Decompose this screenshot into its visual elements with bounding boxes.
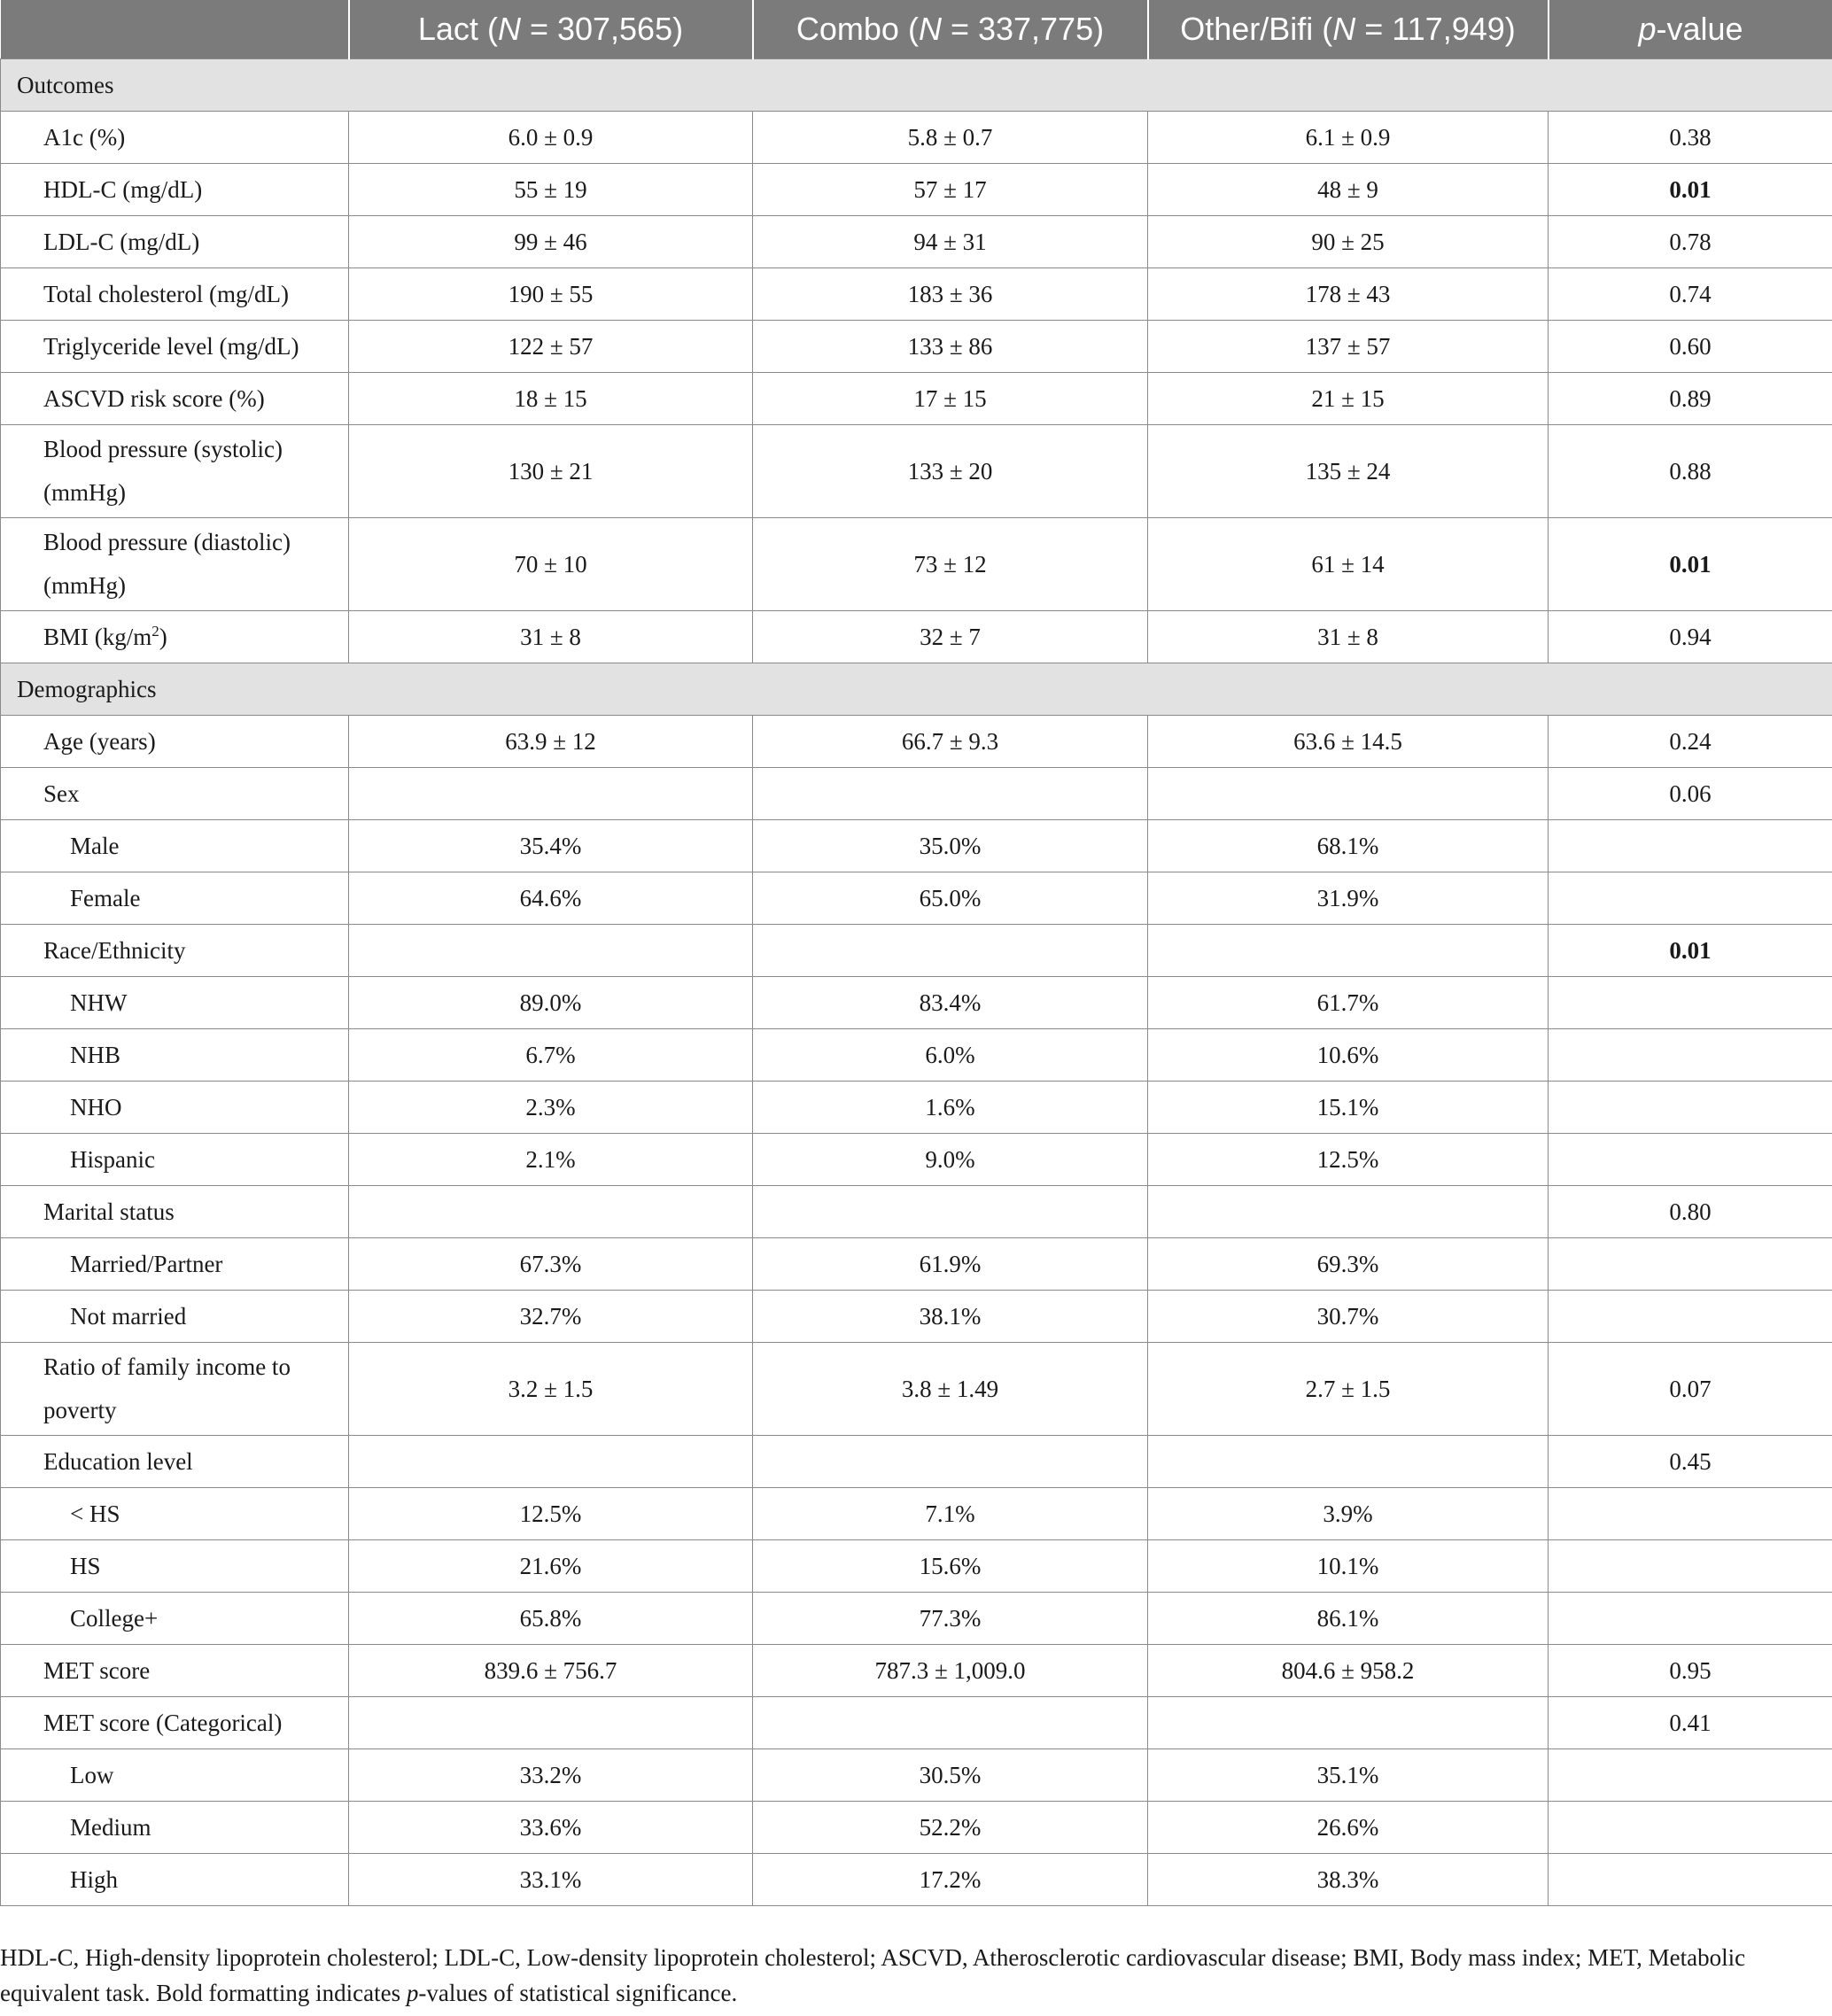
lact-value [349,1697,753,1749]
p-value: 0.01 [1549,164,1832,216]
table-row [1,1134,1832,1186]
p-value: 0.07 [1549,1343,1832,1436]
combo-value: 83.4% [753,977,1148,1029]
row-label: Triglyceride level (mg/dL) [1,321,349,373]
lact-value: 18 ± 15 [349,373,753,425]
p-value [1549,977,1832,1029]
other-bifi-value: 90 ± 25 [1148,216,1549,268]
other-bifi-value: 804.6 ± 958.2 [1148,1645,1549,1697]
table-row [1,1697,1832,1749]
p-value [1549,1488,1832,1540]
lact-value: 190 ± 55 [349,268,753,321]
combo-value: 94 ± 31 [753,216,1148,268]
row-label: Hispanic [1,1134,349,1186]
table-row [1,820,1832,872]
other-bifi-value: 10.1% [1148,1540,1549,1593]
row-label: NHB [1,1029,349,1082]
combo-value [753,1186,1148,1238]
table-footnote: HDL-C, High-density lipoprotein cholesterol; LDL-C, Low-density lipoprotein cholesterol; ASCVD, Atherosclerotic cardiovascular disease; BMI, Body mass index; MET, Metabolic equivalent task. Bold formatting indicates p-values of statistical significance. [0,1944,1746,2006]
other-bifi-value: 69.3% [1148,1238,1549,1291]
combo-value: 1.6% [753,1082,1148,1134]
combo-value: 73 ± 12 [753,518,1148,611]
other-bifi-value: 6.1 ± 0.9 [1148,112,1549,164]
other-bifi-value: 3.9% [1148,1488,1549,1540]
lact-value: 64.6% [349,872,753,925]
combo-value [753,768,1148,820]
combo-value: 38.1% [753,1291,1148,1343]
other-bifi-value: 61 ± 14 [1148,518,1549,611]
combo-value [753,1436,1148,1488]
combo-value: 32 ± 7 [753,611,1148,663]
lact-value: 55 ± 19 [349,164,753,216]
lact-value: 6.0 ± 0.9 [349,112,753,164]
table-row [1,216,1832,268]
lact-value: 33.2% [349,1749,753,1802]
table-row [1,872,1832,925]
lact-value [349,1436,753,1488]
table-row [1,1749,1832,1802]
header-other-bifi: Other/Bifi (N = 117,949) [1148,0,1549,59]
row-label: Sex [1,768,349,820]
p-value [1549,1540,1832,1593]
other-bifi-value: 2.7 ± 1.5 [1148,1343,1549,1436]
other-bifi-value: 12.5% [1148,1134,1549,1186]
row-label: Not married [1,1291,349,1343]
row-label: Marital status [1,1186,349,1238]
row-label: Race/Ethnicity [1,925,349,977]
p-value: 0.94 [1549,611,1832,663]
other-bifi-value: 10.6% [1148,1029,1549,1082]
other-bifi-value: 178 ± 43 [1148,268,1549,321]
row-label: Blood pressure (diastolic) (mmHg) [1,518,349,611]
table-row [1,1802,1832,1854]
combo-value: 133 ± 20 [753,425,1148,518]
row-label-end: ) [159,623,167,650]
table-row [1,925,1832,977]
other-bifi-value: 31.9% [1148,872,1549,925]
row-label: HS [1,1540,349,1593]
p-value [1549,872,1832,925]
other-bifi-value: 15.1% [1148,1082,1549,1134]
table-row [1,768,1832,820]
header-row [1,0,1832,59]
table-row [1,716,1832,768]
lact-value: 839.6 ± 756.7 [349,1645,753,1697]
other-bifi-value [1148,1436,1549,1488]
other-bifi-value: 61.7% [1148,977,1549,1029]
combo-value: 61.9% [753,1238,1148,1291]
lact-value: 67.3% [349,1238,753,1291]
lact-value: 32.7% [349,1291,753,1343]
combo-value: 35.0% [753,820,1148,872]
table-body [1,59,1832,1906]
other-bifi-value: 63.6 ± 14.5 [1148,716,1549,768]
p-value: 0.80 [1549,1186,1832,1238]
p-value: 0.88 [1549,425,1832,518]
p-value: 0.38 [1549,112,1832,164]
p-value: 0.01 [1549,925,1832,977]
p-value: 0.89 [1549,373,1832,425]
row-label: A1c (%) [1,112,349,164]
section-row [1,663,1832,716]
table-row [1,1343,1832,1436]
other-bifi-value [1148,1186,1549,1238]
other-bifi-value: 86.1% [1148,1593,1549,1645]
table-row [1,112,1832,164]
table-row [1,1645,1832,1697]
section-row [1,59,1832,112]
table-row [1,1238,1832,1291]
row-label: NHO [1,1082,349,1134]
row-label: Married/Partner [1,1238,349,1291]
table-row [1,164,1832,216]
table-row [1,1186,1832,1238]
p-value [1549,1238,1832,1291]
row-label: Total cholesterol (mg/dL) [1,268,349,321]
table-row [1,1029,1832,1082]
row-label: < HS [1,1488,349,1540]
combo-value: 57 ± 17 [753,164,1148,216]
row-label: High [1,1854,349,1906]
row-label-text: BMI (kg/m [43,623,152,650]
p-value [1549,1802,1832,1854]
lact-value: 12.5% [349,1488,753,1540]
row-label: ASCVD risk score (%) [1,373,349,425]
p-value: 0.74 [1549,268,1832,321]
combo-value: 9.0% [753,1134,1148,1186]
other-bifi-value: 38.3% [1148,1854,1549,1906]
row-label: Ratio of family income to poverty [1,1343,349,1436]
lact-value: 6.7% [349,1029,753,1082]
row-label: Male [1,820,349,872]
other-bifi-value: 68.1% [1148,820,1549,872]
table-row [1,977,1832,1029]
row-label: Low [1,1749,349,1802]
p-value [1549,1749,1832,1802]
p-value [1549,1854,1832,1906]
table-row [1,518,1832,611]
combo-value: 65.0% [753,872,1148,925]
lact-value: 63.9 ± 12 [349,716,753,768]
lact-value: 70 ± 10 [349,518,753,611]
p-value: 0.60 [1549,321,1832,373]
lact-value: 99 ± 46 [349,216,753,268]
combo-value: 133 ± 86 [753,321,1148,373]
p-value: 0.06 [1549,768,1832,820]
p-value [1549,1593,1832,1645]
header-blank [1,0,349,59]
p-value: 0.41 [1549,1697,1832,1749]
lact-value: 122 ± 57 [349,321,753,373]
combo-value [753,925,1148,977]
p-value: 0.24 [1549,716,1832,768]
row-label [1,611,349,663]
p-value [1549,1082,1832,1134]
table-row [1,321,1832,373]
p-value [1549,1291,1832,1343]
p-value [1549,1029,1832,1082]
table-row [1,373,1832,425]
header-combo: Combo (N = 337,775) [753,0,1148,59]
row-label: Blood pressure (systolic) (mmHg) [1,425,349,518]
header-lact: Lact (N = 307,565) [349,0,753,59]
row-label: College+ [1,1593,349,1645]
section-label: Outcomes [1,59,1832,112]
other-bifi-value: 137 ± 57 [1148,321,1549,373]
combo-value: 30.5% [753,1749,1148,1802]
table-row [1,1082,1832,1134]
combo-value: 17 ± 15 [753,373,1148,425]
combo-value: 15.6% [753,1540,1148,1593]
table-row [1,1291,1832,1343]
combo-value: 77.3% [753,1593,1148,1645]
combo-value: 5.8 ± 0.7 [753,112,1148,164]
row-label: MET score (Categorical) [1,1697,349,1749]
p-value: 0.78 [1549,216,1832,268]
combo-value: 66.7 ± 9.3 [753,716,1148,768]
p-value: 0.45 [1549,1436,1832,1488]
other-bifi-value: 26.6% [1148,1802,1549,1854]
lact-value [349,925,753,977]
lact-value: 2.1% [349,1134,753,1186]
table-row [1,425,1832,518]
combo-value: 787.3 ± 1,009.0 [753,1645,1148,1697]
lact-value: 33.6% [349,1802,753,1854]
lact-value [349,1186,753,1238]
combo-value: 6.0% [753,1029,1148,1082]
lact-value: 89.0% [349,977,753,1029]
combo-value: 52.2% [753,1802,1148,1854]
lact-value: 130 ± 21 [349,425,753,518]
combo-value: 183 ± 36 [753,268,1148,321]
other-bifi-value [1148,768,1549,820]
lact-value: 65.8% [349,1593,753,1645]
row-label: Medium [1,1802,349,1854]
lact-value: 35.4% [349,820,753,872]
table-row [1,1593,1832,1645]
row-label: Education level [1,1436,349,1488]
lact-value [349,768,753,820]
p-value [1549,820,1832,872]
p-value: 0.01 [1549,518,1832,611]
lact-value: 21.6% [349,1540,753,1593]
lact-value: 33.1% [349,1854,753,1906]
p-value [1549,1134,1832,1186]
row-label: Female [1,872,349,925]
lact-value: 2.3% [349,1082,753,1134]
other-bifi-value: 30.7% [1148,1291,1549,1343]
lact-value: 31 ± 8 [349,611,753,663]
p-value: 0.95 [1549,1645,1832,1697]
row-label-superscript: 2 [151,622,159,640]
row-label: LDL-C (mg/dL) [1,216,349,268]
other-bifi-value: 135 ± 24 [1148,425,1549,518]
combo-value [753,1697,1148,1749]
table-row [1,611,1832,663]
combo-value: 3.8 ± 1.49 [753,1343,1148,1436]
row-label: Age (years) [1,716,349,768]
table-row [1,1436,1832,1488]
table-row [1,1540,1832,1593]
table-row [1,1854,1832,1906]
other-bifi-value [1148,1697,1549,1749]
other-bifi-value: 48 ± 9 [1148,164,1549,216]
row-label: HDL-C (mg/dL) [1,164,349,216]
other-bifi-value [1148,925,1549,977]
row-label: NHW [1,977,349,1029]
header-p-value: p-value [1549,0,1832,59]
lact-value: 3.2 ± 1.5 [349,1343,753,1436]
other-bifi-value: 21 ± 15 [1148,373,1549,425]
section-label: Demographics [1,663,1832,716]
other-bifi-value: 35.1% [1148,1749,1549,1802]
row-label: MET score [1,1645,349,1697]
other-bifi-value: 31 ± 8 [1148,611,1549,663]
table-row [1,1488,1832,1540]
combo-value: 7.1% [753,1488,1148,1540]
table-row [1,268,1832,321]
combo-value: 17.2% [753,1854,1148,1906]
